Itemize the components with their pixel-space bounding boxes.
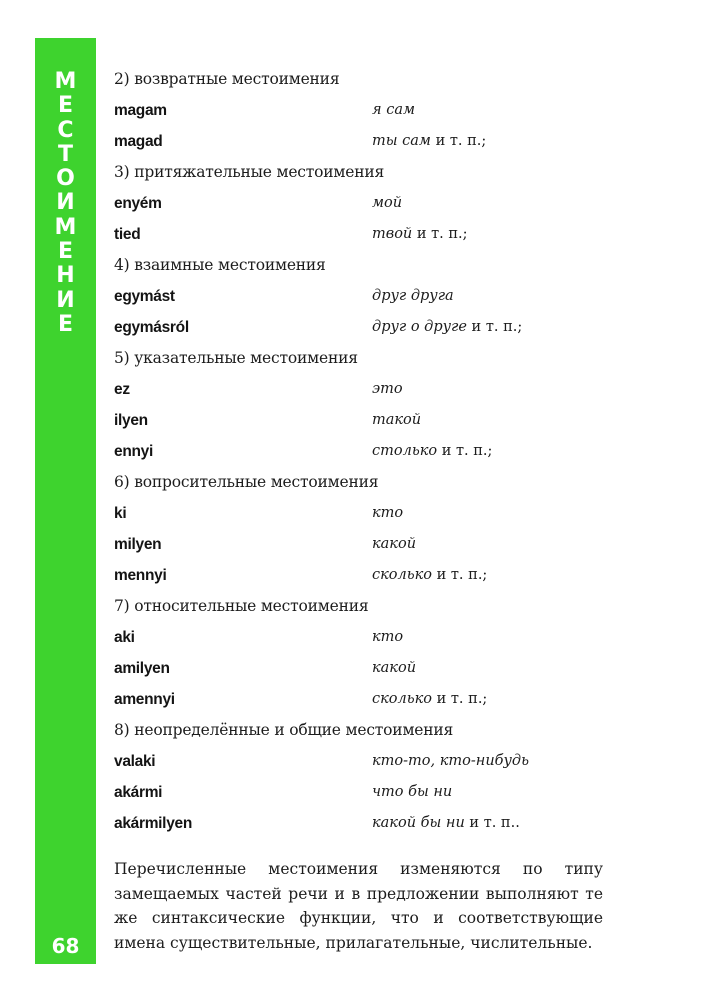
russian-translation (372, 281, 454, 312)
translation-text: твой (372, 226, 413, 242)
hungarian-term: egymásról (114, 319, 189, 336)
hungarian-term: mennyi (114, 567, 167, 584)
chapter-title-letter: М (54, 69, 77, 94)
translation-text: какой (372, 536, 417, 552)
hungarian-term: aki (114, 629, 135, 646)
russian-translation (372, 529, 416, 560)
translation-text: кто-то, кто-нибудь (372, 753, 530, 769)
translation-suffix: и т. п.; (432, 567, 488, 583)
chapter-title-letter: Т (57, 141, 73, 167)
russian-translation (372, 219, 468, 250)
translation-text: сколько (372, 567, 433, 583)
chapter-title-letter: Е (57, 93, 74, 119)
translation-suffix: и т. п.. (464, 815, 520, 831)
pronoun-entry (114, 436, 604, 467)
chapter-title-letter: Е (57, 239, 74, 265)
pronoun-entry (114, 126, 604, 157)
russian-translation (372, 746, 529, 777)
section-title: 7) относительные местоимения (114, 597, 369, 615)
pronoun-entry (114, 405, 604, 436)
russian-translation (372, 684, 487, 715)
pronoun-entry (114, 684, 604, 715)
section-title: 4) взаимные местоимения (114, 256, 326, 274)
chapter-title-letter: И (56, 287, 75, 313)
pronoun-entry (114, 808, 604, 839)
translation-text: это (372, 381, 403, 397)
hungarian-term: tied (114, 226, 141, 243)
translation-text: друг о друге (372, 319, 467, 335)
hungarian-term: ez (114, 381, 130, 398)
translation-text: столько (372, 443, 438, 459)
chapter-title-letter: О (56, 166, 75, 192)
section-title: 2) возвратные местоимения (114, 70, 340, 88)
pronoun-entry (114, 281, 604, 312)
hungarian-term: akármilyen (114, 815, 192, 832)
translation-text: я сам (372, 102, 415, 118)
section-title: 3) притяжательные местоимения (114, 163, 385, 181)
chapter-sidebar (35, 38, 96, 964)
translation-text: какой бы ни (372, 815, 465, 831)
russian-translation (372, 436, 492, 467)
hungarian-term: amennyi (114, 691, 175, 708)
translation-text: ты сам (372, 133, 431, 149)
translation-text: какой (372, 660, 417, 676)
pronoun-list (114, 64, 604, 839)
hungarian-term: ilyen (114, 412, 148, 429)
translation-text: кто (372, 505, 404, 521)
hungarian-term: valaki (114, 753, 156, 770)
hungarian-term: ennyi (114, 443, 153, 460)
pronoun-entry (114, 777, 604, 808)
hungarian-term: amilyen (114, 660, 170, 677)
russian-translation (372, 498, 403, 529)
translation-suffix: и т. п.; (412, 226, 468, 242)
chapter-title-letter: Е (57, 311, 74, 337)
russian-translation (372, 188, 402, 219)
hungarian-term: magad (114, 133, 163, 150)
hungarian-term: magam (114, 102, 167, 119)
translation-text: что бы ни (372, 784, 453, 800)
russian-translation (372, 653, 416, 684)
translation-suffix: и т. п.; (437, 443, 493, 459)
pronoun-entry (114, 374, 604, 405)
pronoun-entry (114, 95, 604, 126)
translation-text: мой (372, 195, 403, 211)
pronoun-entry (114, 746, 604, 777)
russian-translation (372, 622, 403, 653)
hungarian-term: egymást (114, 288, 175, 305)
russian-translation (372, 374, 403, 405)
chapter-title-letter: И (56, 190, 75, 216)
pronoun-entry (114, 312, 604, 343)
section-title: 8) неопределённые и общие местоимения (114, 721, 454, 739)
chapter-title-letter: Н (56, 263, 75, 289)
translation-text: сколько (372, 691, 433, 707)
russian-translation (372, 777, 452, 808)
translation-text: друг друга (372, 288, 454, 304)
russian-translation (372, 560, 487, 591)
russian-translation (372, 808, 520, 839)
chapter-title-letter: М (54, 214, 77, 240)
page-number: 68 (51, 934, 80, 958)
section-title: 5) указательные местоимения (114, 349, 358, 367)
russian-translation (372, 405, 421, 436)
pronoun-entry (114, 653, 604, 684)
hungarian-term: akármi (114, 784, 163, 801)
hungarian-term: ki (114, 505, 127, 522)
translation-text: такой (372, 412, 422, 428)
summary-paragraph: Перечисленные местоимения изменяются по типу замещаемых частей речи и в предложении выполняют те же синтаксические функции, что и соответствующие имена существительные, прилагательные, числительные. (114, 860, 603, 952)
translation-text: кто (372, 629, 404, 645)
pronoun-entry (114, 560, 604, 591)
chapter-title-letter: С (57, 117, 74, 143)
pronoun-entry (114, 622, 604, 653)
russian-translation (372, 312, 522, 343)
hungarian-term: milyen (114, 536, 162, 553)
pronoun-entry (114, 219, 604, 250)
pronoun-entry (114, 529, 604, 560)
translation-suffix: и т. п.; (430, 133, 487, 149)
hungarian-term: enyém (114, 195, 162, 212)
translation-suffix: и т. п.; (432, 691, 488, 707)
russian-translation (372, 126, 486, 157)
translation-suffix: и т. п.; (466, 319, 523, 335)
russian-translation (372, 95, 415, 126)
chapter-title-vertical (35, 70, 96, 337)
pronoun-entry (114, 188, 604, 219)
section-title: 6) вопросительные местоимения (114, 473, 379, 491)
pronoun-entry (114, 498, 604, 529)
